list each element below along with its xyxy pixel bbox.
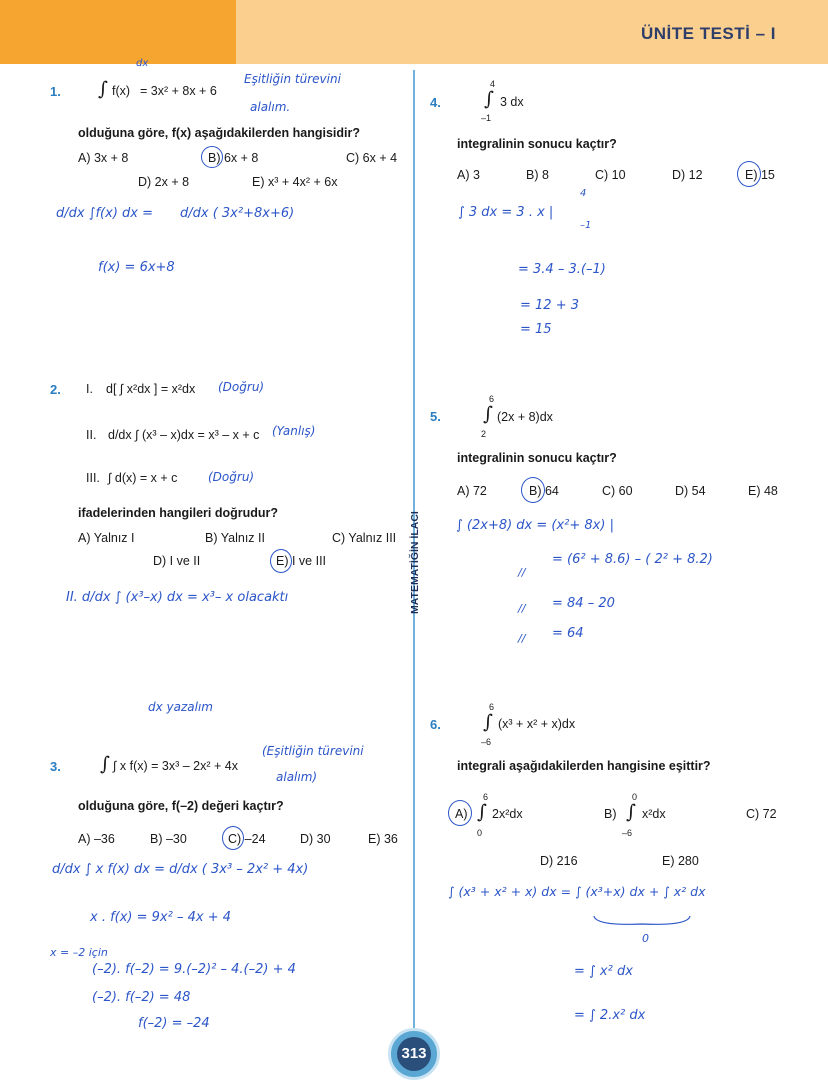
q5-work-line2: = (6² + 8.6) – ( 2² + 8.2) xyxy=(552,552,713,567)
q1-note-dx: dx xyxy=(136,58,149,69)
brand-label: MATEMATİĞİN İLACI xyxy=(409,511,421,614)
q3-note-top: dx yazalım xyxy=(148,700,213,714)
q1-option-b[interactable]: B) 6x + 8 xyxy=(208,151,259,165)
q3-stem: olduğuna göre, f(–2) değeri kaçtır? xyxy=(78,799,284,813)
q3-option-b[interactable]: B) –30 xyxy=(150,832,187,846)
q4-option-b[interactable]: B) 8 xyxy=(526,168,549,182)
q2-item-ii-note: (Yanlış) xyxy=(272,424,316,438)
q3-work-line5: (–2). f(–2) = 48 xyxy=(92,990,191,1005)
q1-rhs: = 3x² + 8x + 6 xyxy=(140,84,217,98)
q5-option-d[interactable]: D) 54 xyxy=(675,484,706,498)
page-number-badge xyxy=(388,1028,440,1080)
q5-ditto-1: // xyxy=(518,566,526,579)
q5-integrand: (2x + 8)dx xyxy=(497,410,553,424)
q2-item-iii-label: III. xyxy=(86,471,100,485)
q5-number: 5. xyxy=(430,409,441,424)
q1-integral-sign: ∫ xyxy=(98,78,108,100)
q6-option-a-expr[interactable]: 2x²dx xyxy=(492,807,523,821)
q1-option-a[interactable]: A) 3x + 8 xyxy=(78,151,129,165)
q5-integral-sign: ∫ xyxy=(483,403,493,425)
q3-expr: ∫ x f(x) = 3x³ – 2x² + 4x xyxy=(113,759,238,773)
q6-lower-limit: –6 xyxy=(481,737,492,747)
q6-number: 6. xyxy=(430,717,441,732)
q3-option-d[interactable]: D) 30 xyxy=(300,832,331,846)
page-title: ÜNİTE TESTİ – I xyxy=(640,24,776,43)
q6-work-underbrace xyxy=(592,914,692,932)
q3-work-line6: f(–2) = –24 xyxy=(138,1016,210,1031)
q3-work-line1: d/dx ∫ x f(x) dx = d/dx ( 3x³ – 2x² + 4x) xyxy=(52,862,309,877)
q1-number: 1. xyxy=(50,84,61,99)
q5-option-e[interactable]: E) 48 xyxy=(748,484,778,498)
q6-stem: integrali aşağıdakilerden hangisine eşittir? xyxy=(457,759,711,773)
q6-option-b-upper: 0 xyxy=(632,792,638,802)
q6-option-b-label[interactable]: B) xyxy=(604,807,617,821)
q6-option-e[interactable]: E) 280 xyxy=(662,854,699,868)
q5-work-line4: = 64 xyxy=(552,626,584,641)
q4-work-line4: = 15 xyxy=(520,322,552,337)
q6-option-a-upper: 6 xyxy=(483,792,489,802)
q3-integral-sign: ∫ xyxy=(100,753,110,775)
q2-item-i-label: I. xyxy=(86,382,93,396)
q6-work-line2: = ∫ x² dx xyxy=(574,964,633,979)
q4-work-line2: = 3.4 – 3.(–1) xyxy=(518,262,606,277)
q2-work: II. d/dx ∫ (x³–x) dx = x³– x olacaktı xyxy=(66,590,289,605)
q4-work-upper: 4 xyxy=(580,188,587,199)
q6-option-a-integral: ∫ xyxy=(477,801,487,823)
q5-upper-limit: 6 xyxy=(489,394,495,404)
q5-option-b[interactable]: B) 64 xyxy=(529,484,559,498)
q6-option-b-lower: –6 xyxy=(622,828,633,838)
q6-integral-sign: ∫ xyxy=(483,711,493,733)
q2-item-ii-expr: d/dx ∫ (x³ – x)dx = x³ – x + c xyxy=(108,428,260,442)
q4-integral-sign: ∫ xyxy=(484,88,494,110)
q3-option-e[interactable]: E) 36 xyxy=(368,832,398,846)
q1-option-e[interactable]: E) x³ + 4x² + 6x xyxy=(252,175,338,189)
q4-work-lower: –1 xyxy=(580,220,592,231)
q4-work-line3: = 12 + 3 xyxy=(520,298,579,313)
q4-option-a[interactable]: A) 3 xyxy=(457,168,480,182)
q6-work-zero: 0 xyxy=(642,932,649,945)
q2-number: 2. xyxy=(50,382,61,397)
q2-item-i-note: (Doğru) xyxy=(218,380,265,394)
q5-option-c[interactable]: C) 60 xyxy=(602,484,633,498)
q4-integrand: 3 dx xyxy=(500,95,524,109)
q2-option-a[interactable]: A) Yalnız I xyxy=(78,531,135,545)
q2-item-i-expr: d[ ∫ x²dx ] = x²dx xyxy=(106,382,196,396)
q4-upper-limit: 4 xyxy=(490,79,496,89)
q5-work-line1: ∫ (2x+8) dx = (x²+ 8x) | xyxy=(456,518,614,533)
q1-option-d[interactable]: D) 2x + 8 xyxy=(138,175,190,189)
q4-option-d[interactable]: D) 12 xyxy=(672,168,703,182)
q3-work-line4: (–2). f(–2) = 9.(–2)² – 4.(–2) + 4 xyxy=(92,962,296,977)
brand-vertical xyxy=(405,488,425,618)
q3-work-line2: x . f(x) = 9x² – 4x + 4 xyxy=(90,910,231,925)
q2-stem: ifadelerinden hangileri doğrudur? xyxy=(78,506,279,520)
q6-upper-limit: 6 xyxy=(489,702,495,712)
q4-lower-limit: –1 xyxy=(481,113,492,123)
q1-option-c[interactable]: C) 6x + 4 xyxy=(346,151,398,165)
q2-item-iii-note: (Doğru) xyxy=(208,470,255,484)
q6-option-a-label[interactable]: A) xyxy=(455,807,468,821)
q6-option-b-expr[interactable]: x²dx xyxy=(642,807,666,821)
q4-work-line1: ∫ 3 dx = 3 . x | xyxy=(458,205,554,220)
q3-number: 3. xyxy=(50,759,61,774)
q5-ditto-3: // xyxy=(518,632,526,645)
q1-work-lhs: d/dx ∫f(x) dx = xyxy=(56,206,153,221)
q3-option-c[interactable]: C) –24 xyxy=(228,832,266,846)
q3-work-line3: x = –2 için xyxy=(50,946,108,959)
q1-note-line2: alalım. xyxy=(250,100,291,114)
q4-option-c[interactable]: C) 10 xyxy=(595,168,626,182)
q4-stem: integralinin sonucu kaçtır? xyxy=(457,137,617,151)
q4-option-e[interactable]: E) 15 xyxy=(745,168,775,182)
q2-option-b[interactable]: B) Yalnız II xyxy=(205,531,265,545)
q2-option-c[interactable]: C) Yalnız III xyxy=(332,531,397,545)
q2-item-iii-expr: ∫ d(x) = x + c xyxy=(108,471,178,485)
q1-note-line1: Eşitliğin türevini xyxy=(244,72,341,86)
q6-option-c[interactable]: C) 72 xyxy=(746,807,777,821)
page-number: 313 xyxy=(397,1037,431,1071)
q1-work-rhs: d/dx ( 3x²+8x+6) xyxy=(180,206,295,221)
q6-option-b-integral: ∫ xyxy=(626,801,636,823)
q2-option-e[interactable]: E) I ve III xyxy=(276,554,327,568)
header-accent-left xyxy=(0,0,236,64)
q6-integrand: (x³ + x² + x)dx xyxy=(498,717,576,731)
q5-ditto-2: // xyxy=(518,602,526,615)
q3-note-line1: (Eşitliğin türevini xyxy=(262,744,364,758)
q6-work-line3: = ∫ 2.x² dx xyxy=(574,1008,646,1023)
q5-stem: integralinin sonucu kaçtır? xyxy=(457,451,617,465)
q6-option-a-lower: 0 xyxy=(477,828,483,838)
q1-stem: olduğuna göre, f(x) aşağıdakilerden hangisidir? xyxy=(78,126,360,140)
q6-work-line1: ∫ (x³ + x² + x) dx = ∫ (x³+x) dx + ∫ x² dx xyxy=(448,884,706,899)
q5-work-line3: = 84 – 20 xyxy=(552,596,615,611)
q1-integrand: f(x) xyxy=(112,84,131,98)
q4-number: 4. xyxy=(430,95,441,110)
q2-option-d[interactable]: D) I ve II xyxy=(153,554,201,568)
q3-option-a[interactable]: A) –36 xyxy=(78,832,115,846)
q1-work-result: f(x) = 6x+8 xyxy=(98,260,175,275)
q6-option-d[interactable]: D) 216 xyxy=(540,854,578,868)
q2-item-ii-label: II. xyxy=(86,428,97,442)
q5-option-a[interactable]: A) 72 xyxy=(457,484,487,498)
q3-note-line2: alalım) xyxy=(276,770,318,784)
q5-lower-limit: 2 xyxy=(481,429,487,439)
